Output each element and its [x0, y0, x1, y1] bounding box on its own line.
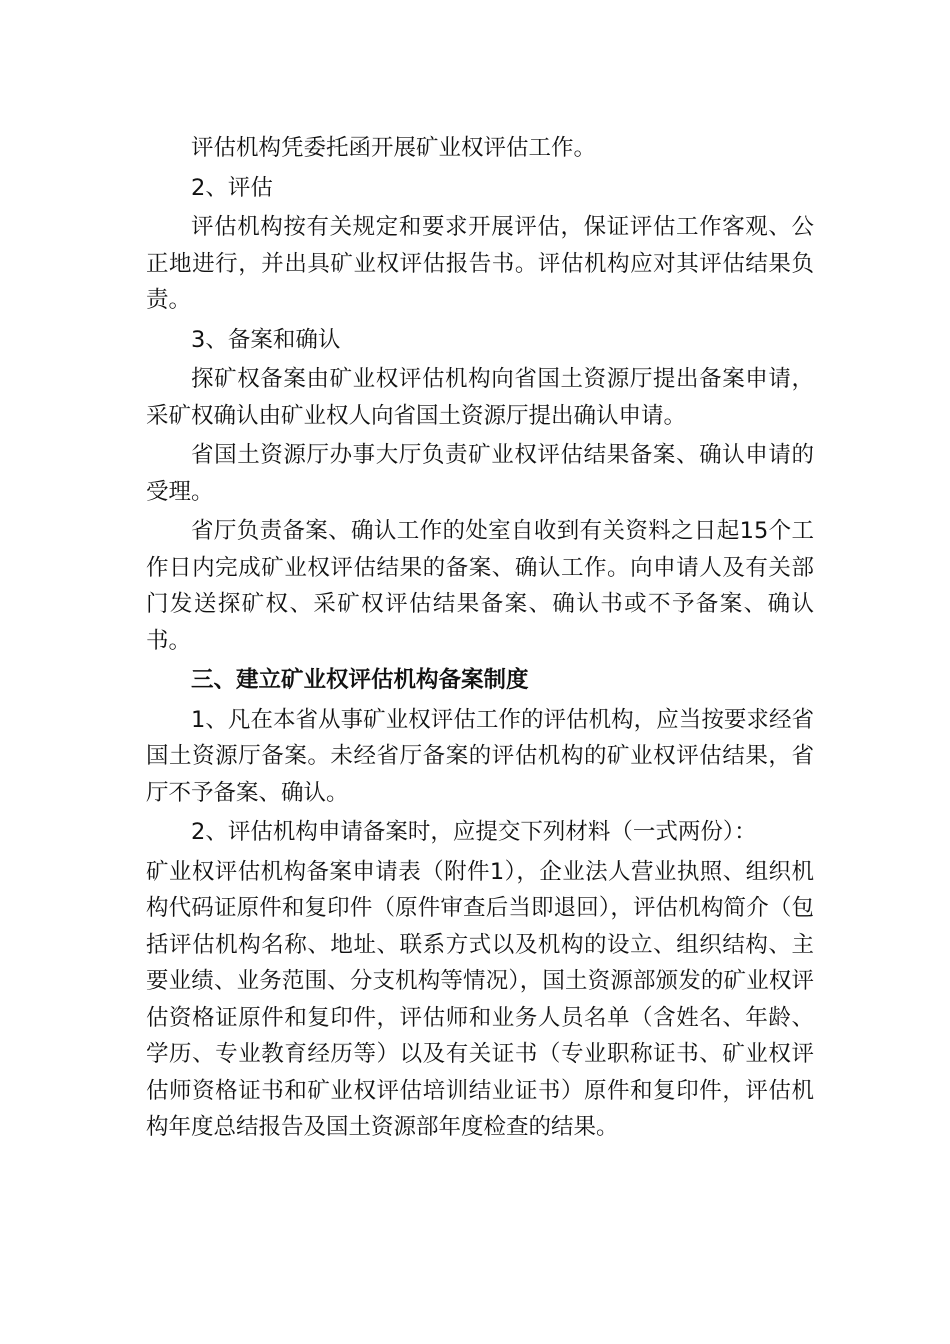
paragraph-commission-letter: 评估机构凭委托函开展矿业权评估工作。 [191, 135, 597, 161]
paragraph-exploration-filing: 探矿权备案由矿业权评估机构向省国土资源厅提出备案申请，采矿权确认由矿业权人向省国土资源厅提出确认申请。 [146, 366, 814, 429]
paragraph-office-processing: 省厅负责备案、确认工作的处室自收到有关资料之日起15个工作日内完成矿业权评估结果的备案、确认工作。向申请人及有关部门发送探矿权、采矿权评估结果备案、确认书或不予备案、确认书。 [146, 518, 814, 654]
section-heading-filing-system: 三、建立矿业权评估机构备案制度 [191, 667, 529, 693]
paragraph-evaluation: 评估机构按有关规定和要求开展评估，保证评估工作客观、公正地进行，并出具矿业权评估报告书。评估机构应对其评估结果负责。 [146, 214, 814, 313]
subheading-evaluation: 2、评估 [191, 174, 273, 201]
subheading-filing-confirmation: 3、备案和确认 [191, 326, 341, 353]
paragraph-materials-list: 矿业权评估机构备案申请表（附件1），企业法人营业执照、组织机构代码证原件和复印件（原件审查后当即退回），评估机构简介（包括评估机构名称、地址、联系方式以及机构的设立、组织结构、主要业绩、业务范围、分支机构等情况），国土资源部颁发的矿业权评估资格证原件和复印件，评估师和业务人员名单（含姓名、年龄、学历、专业教育经历等）以及有关证书（专业职称证书、矿业权评估师资格证书和矿业权评估培训结业证书）原件和复印件，评估机构年度总结报告及国土资源部年度检查的结果。 [146, 858, 814, 1140]
document-page [146, 130, 814, 1146]
paragraph-hall-acceptance: 省国土资源厅办事大厅负责矿业权评估结果备案、确认申请的受理。 [146, 442, 814, 505]
paragraph-province-filing: 1、凡在本省从事矿业权评估工作的评估机构，应当按要求经省国土资源厅备案。未经省厅备案的评估机构的矿业权评估结果，省厅不予备案、确认。 [146, 706, 814, 806]
paragraph-materials-intro: 2、评估机构申请备案时，应提交下列材料（一式两份）： [191, 819, 757, 845]
